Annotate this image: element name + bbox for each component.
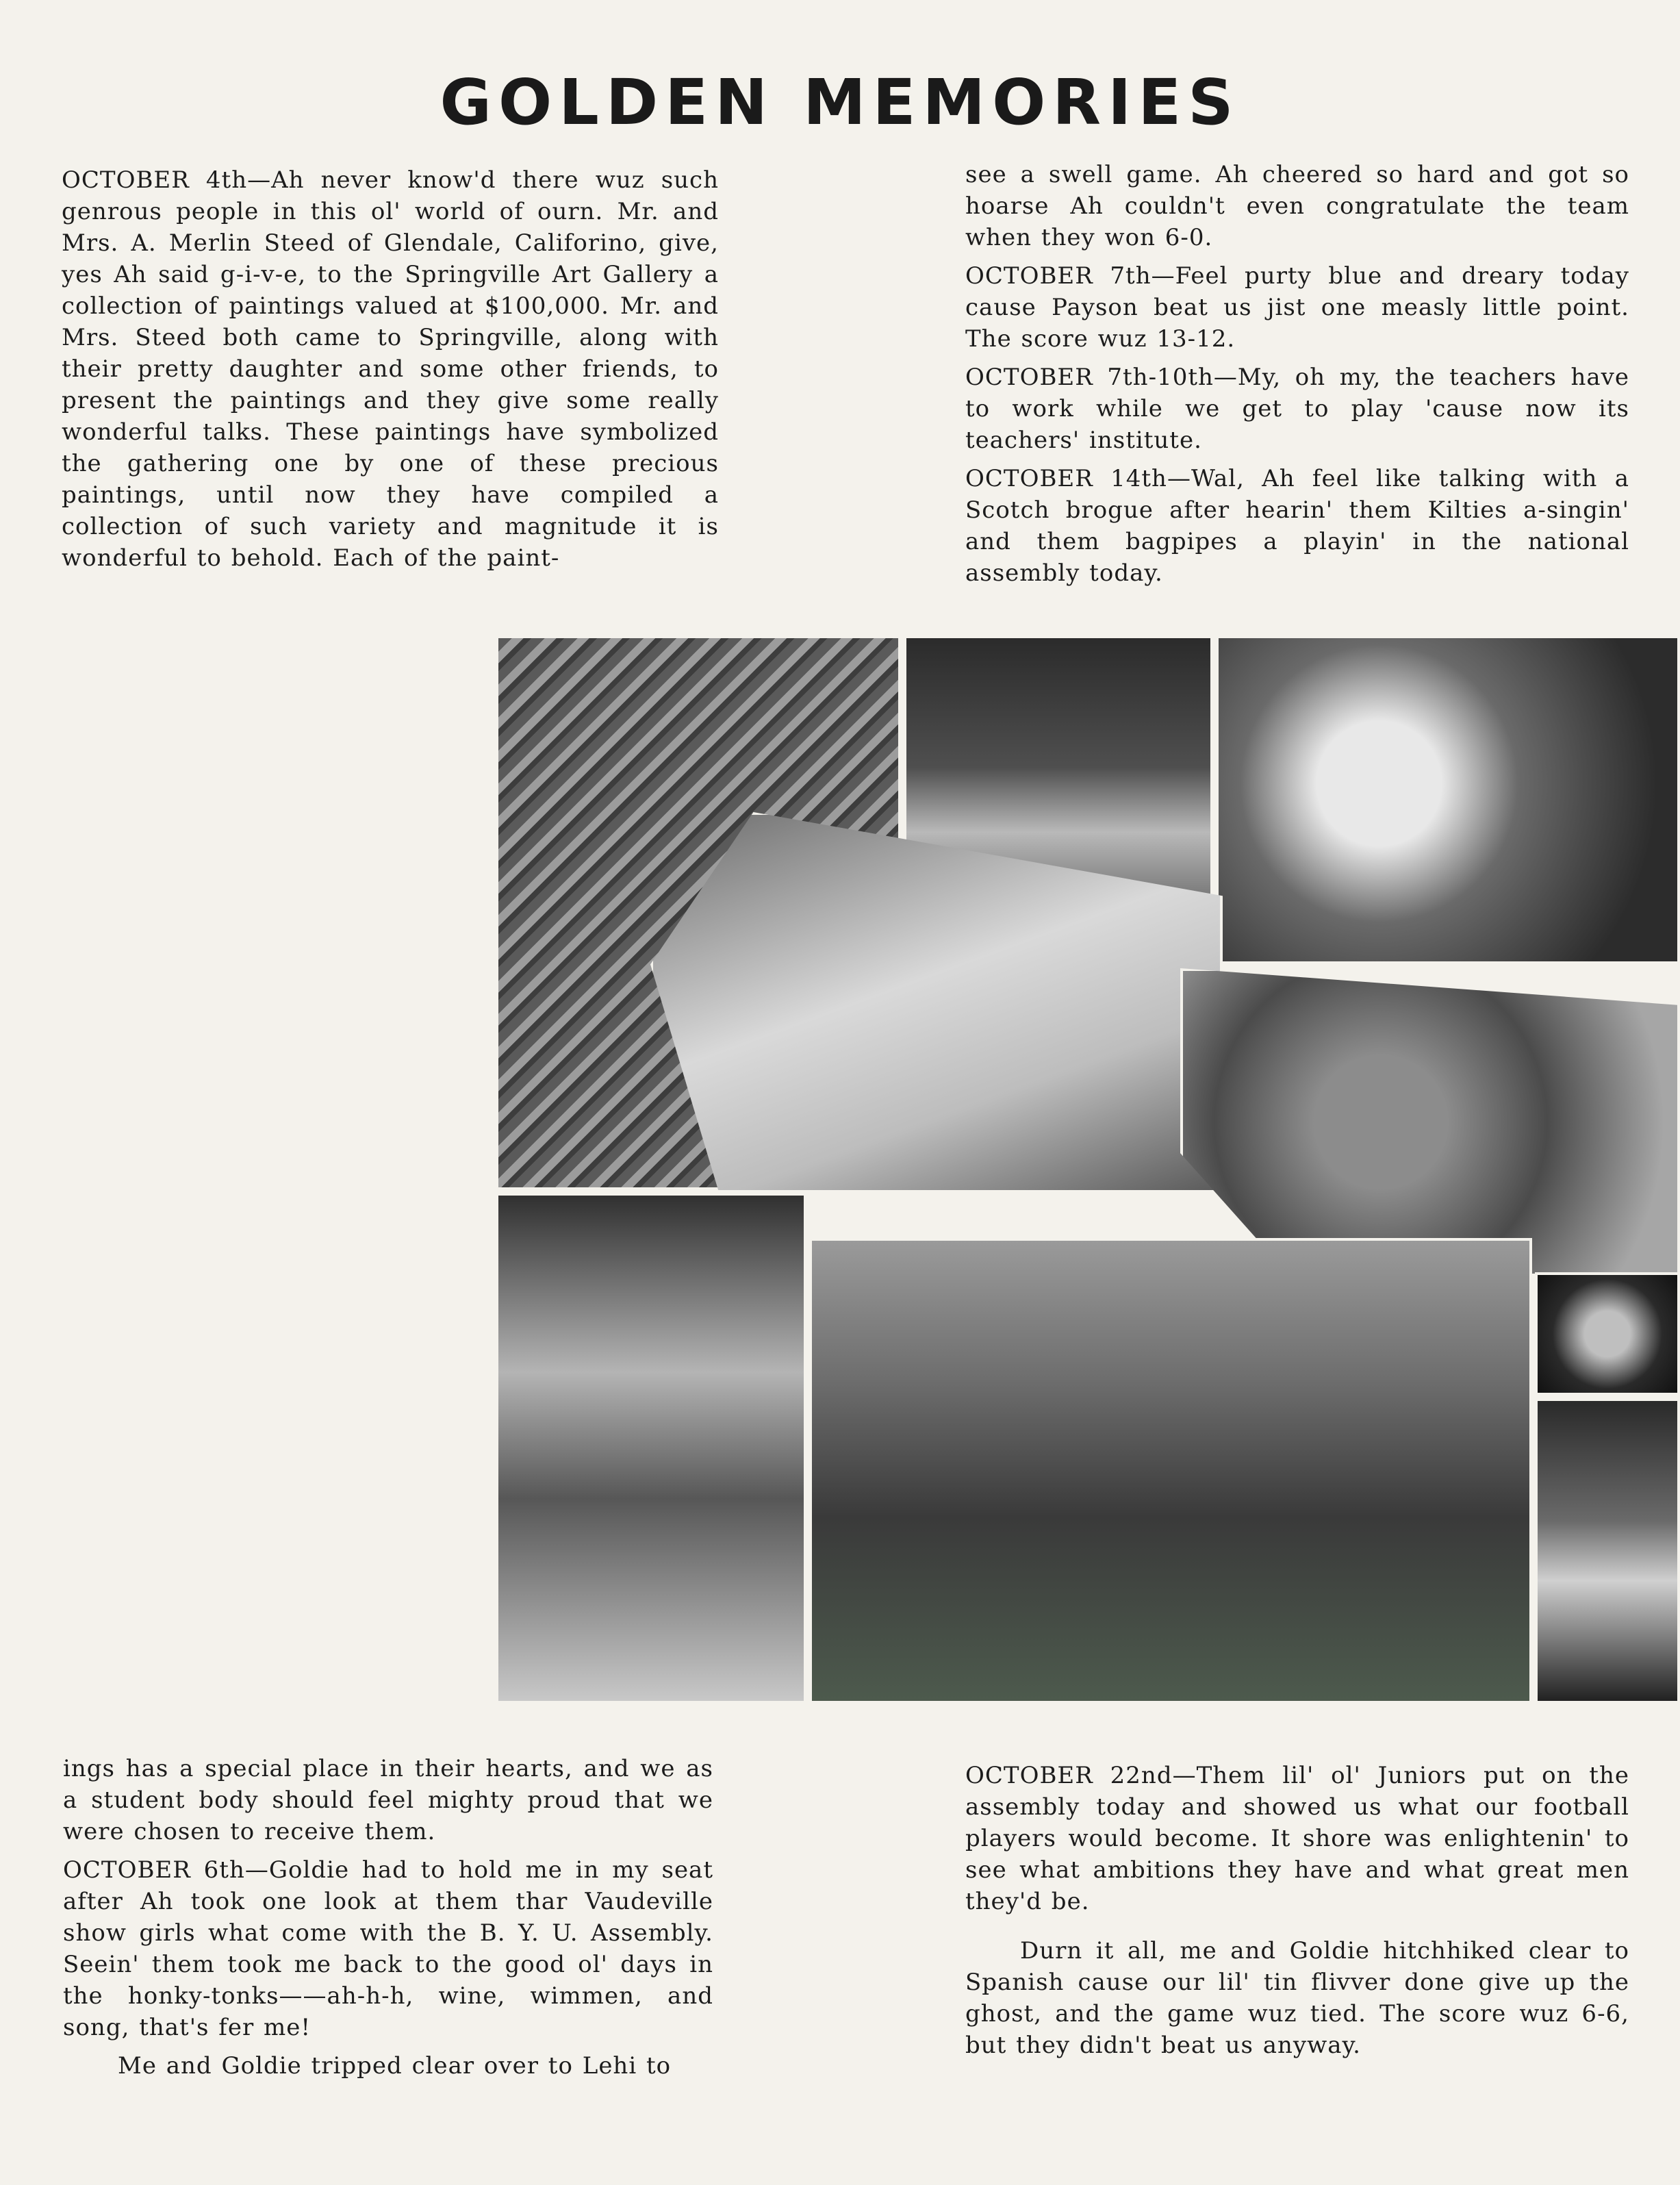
paragraph: OCTOBER 4th—Ah never know'd there wuz such genrous people in this ol' world of ourn. Mr. and Mrs. A. Merlin Steed of Glendale, Califorino, give, yes Ah said g-i-v-e, to the Springville Art Gallery a collection of paintings valued at $100,000. Mr. and Mrs. Steed both came to Springville, along with their pretty daughter and some other friends, to present the paintings and they give some really wonderful talks. These paintings have symbolized the gathering one by one of these precious paintings, until now they have compiled a collection of such variety and magnitude it is wonderful to behold. Each of the paint- xyxy=(62,166,719,572)
paragraph: see a swell game. Ah cheered so hard and got so hoarse Ah couldn't even congratulate the team when they won 6-0. xyxy=(965,161,1629,251)
text-column-bottom-right xyxy=(965,1760,1629,2068)
paragraph: OCTOBER 6th—Goldie had to hold me in my seat after Ah took one look at them thar Vaudeville show girls what come with the B. Y. U. Assembly. Seein' them took me back to the good ol' days in the honky-tonks——ah-h-h, wine, wimmen, and song, that's fer me! xyxy=(63,1856,713,2041)
photo-girl-portrait xyxy=(1216,635,1680,964)
photo-collage xyxy=(496,635,1680,1704)
paragraph: OCTOBER 7th-10th—My, oh my, the teachers have to work while we get to play 'cause now its teachers' institute. xyxy=(965,364,1629,454)
paragraph: Me and Goldie tripped clear over to Lehi to xyxy=(118,2052,672,2080)
photo-students-walking xyxy=(496,1193,806,1704)
page-title: GOLDEN MEMORIES xyxy=(440,66,1240,139)
text-column-top-left xyxy=(62,164,719,581)
paragraph: ings has a special place in their hearts, and we as a student body should feel mighty proud that we were chosen to receive them. xyxy=(63,1755,713,1845)
photo-group-costumes xyxy=(809,1238,1532,1704)
paragraph: Durn it all, me and Goldie hitchhiked clear to Spanish cause our lil' tin flivver done give up the ghost, and the game wuz tied. The score wuz 6-6, but they didn't beat us anyway. xyxy=(965,1937,1629,2059)
text-column-top-right xyxy=(965,159,1629,596)
paragraph: OCTOBER 22nd—Them lil' ol' Juniors put on the assembly today and showed us what our football players would become. It shore was enlightenin' to see what ambitions they have and what great men they'd be. xyxy=(965,1762,1629,1915)
text-column-bottom-left xyxy=(63,1753,713,2088)
photo-head-closeup xyxy=(1535,1272,1680,1395)
photo-couple-dancing xyxy=(1535,1398,1680,1704)
photo-dancers xyxy=(1180,968,1680,1276)
paragraph: OCTOBER 14th—Wal, Ah feel like talking with a Scotch brogue after hearin' them Kilties a-singin' and them bagpipes a playin' in the national assembly today. xyxy=(965,465,1629,587)
paragraph: OCTOBER 7th—Feel purty blue and dreary today cause Payson beat us jist one measly little point. The score wuz 13-12. xyxy=(965,262,1629,353)
